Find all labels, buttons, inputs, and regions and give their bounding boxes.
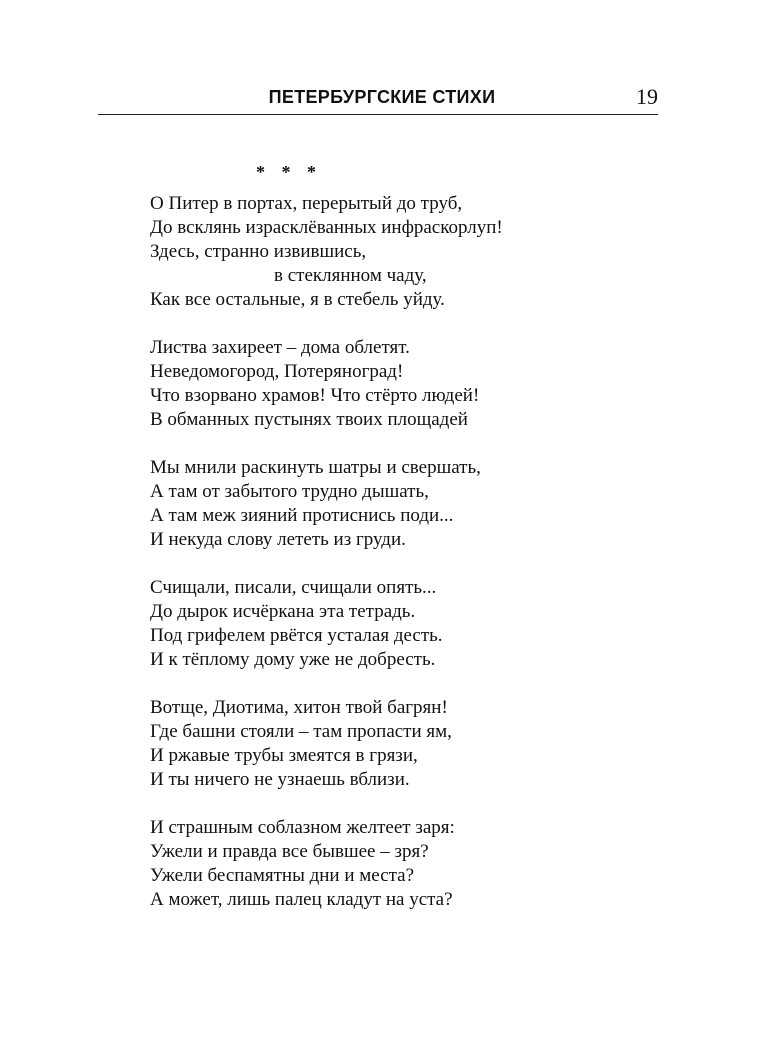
poem-line: Листва захиреет – дома облетят. [150, 337, 410, 358]
poem-line: А там меж зияний протиснись поди... [150, 505, 454, 526]
poem-line: Ужели и правда все бывшее – зря? [150, 841, 429, 862]
poem-line: Счищали, писали, счищали опять... [150, 577, 437, 598]
poem-line: Мы мнили раскинуть шатры и свершать, [150, 457, 481, 478]
poem-line: И к тёплому дому уже не добресть. [150, 649, 436, 670]
stanza-6 [150, 816, 610, 912]
stanza-3 [150, 456, 610, 552]
poem-line: До всклянь израсклёванных инфраскорлуп! [150, 217, 503, 238]
poem-line: Неведомогород, Потеряноград! [150, 361, 404, 382]
poem-line: Ужели беспамятны дни и места? [150, 865, 415, 886]
poem [150, 160, 610, 936]
poem-line: Где башни стояли – там пропасти ям, [150, 721, 452, 742]
poem-line: Вотще, Диотима, хитон твой багрян! [150, 697, 448, 718]
stanza-5 [150, 696, 610, 792]
poem-line: И ты ничего не узнаешь вблизи. [150, 769, 410, 790]
poem-line: И некуда слову лететь из груди. [150, 529, 406, 550]
section-separator: * * * [256, 162, 322, 182]
stanza-2 [150, 336, 610, 432]
poem-line: Как все остальные, я в стебель уйду. [150, 289, 445, 310]
poem-line: И ржавые трубы змеятся в грязи, [150, 745, 418, 766]
poem-line-indented: в стеклянном чаду, [274, 265, 427, 286]
poem-line: Под грифелем рвётся усталая десть. [150, 625, 443, 646]
poem-line: И страшным соблазном желтеет заря: [150, 817, 455, 838]
running-header [98, 84, 658, 115]
poem-line: До дырок исчёркана эта тетрадь. [150, 601, 416, 622]
poem-line: А может, лишь палец кладут на уста? [150, 889, 453, 910]
poem-line: Здесь, странно извившись, [150, 241, 367, 262]
running-title: ПЕТЕРБУРГСКИЕ СТИХИ [268, 87, 496, 107]
stanza-4 [150, 576, 610, 672]
poem-line: Что взорвано храмов! Что стёрто людей! [150, 385, 480, 406]
stanza-1 [150, 192, 610, 312]
poem-line: В обманных пустынях твоих площадей [150, 409, 468, 430]
page-number: 19 [636, 84, 658, 109]
poem-line: О Питер в портах, перерытый до труб, [150, 193, 463, 214]
poem-line: А там от забытого трудно дышать, [150, 481, 429, 502]
